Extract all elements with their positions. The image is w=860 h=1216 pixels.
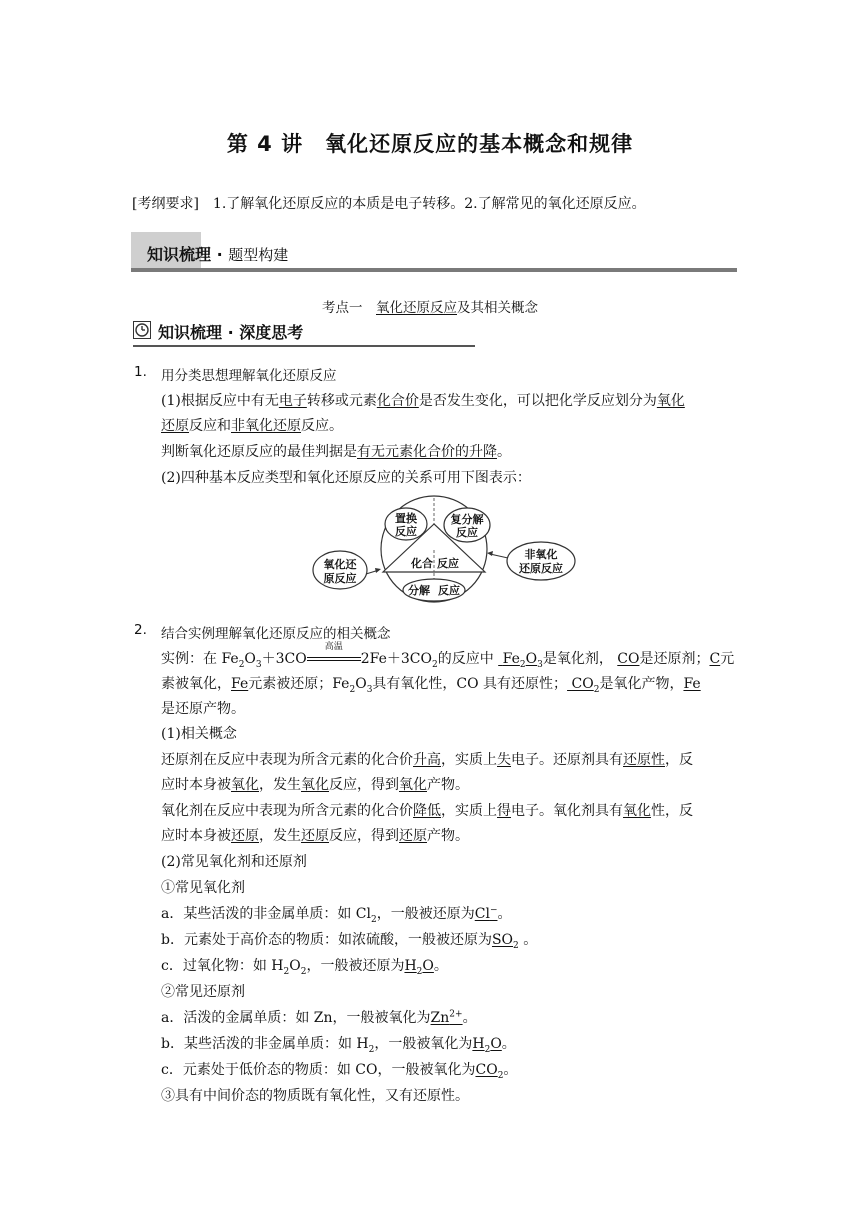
clock-icon: [133, 321, 151, 339]
non-redox-label-1: 非氧化: [524, 548, 558, 561]
band-label: 知识梳理 · 题型构建: [147, 245, 289, 264]
item1-paragraph1: (1)根据反应中有无电子转移或元素化合价是否发生变化，可以把化学反应划分为氧化: [161, 393, 685, 409]
double-decomp-label-2: 反应: [456, 526, 478, 539]
oxidizer-line-2: 应时本身被还原，发生还原反应，得到还原产物。: [161, 828, 469, 844]
example-line-2: 素被氧化，Fe元素被还原；$Fe_2O_3$具有氧化性，CO 具有还原性； $CO_2$是氧化产物，Fe: [161, 676, 701, 695]
oxidizer-item-c: c．过氧化物：如 $H_2O_2$，一般被还原为$H_2O$。: [161, 958, 448, 977]
page-title: 第 4 讲 氧化还原反应的基本概念和规律: [226, 132, 634, 156]
reducers-heading: ②常见还原剂: [161, 984, 245, 1000]
oxidizer-item-a: a．某些活泼的非金属单质：如 $Cl_2$，一般被还原为Cl−。: [161, 905, 512, 925]
oxidizer-line-1: 氧化剂在反应中表现为所含元素的化合价降低，实质上得电子。氧化剂具有氧化性，反: [161, 803, 693, 819]
subsection-header: [133, 318, 475, 348]
high-temp-equals: 高温: [307, 651, 361, 667]
band-rule: [131, 268, 737, 272]
redox-label-1: 氧化还: [323, 558, 357, 571]
reducer-line-1: 还原剂在反应中表现为所含元素的化合价升高，实质上失电子。还原剂具有还原性，反: [161, 752, 693, 768]
oxidizer-item-b: b．元素处于高价态的物质：如浓硫酸，一般被还原为$SO_2$ 。: [161, 932, 538, 951]
item1-paragraph3: (2)四种基本反应类型和氧化还原反应的关系可用下图表示：: [161, 470, 531, 486]
reducer-item-c: c．元素处于低价态的物质：如 CO，一般被氧化为$CO_2$。: [161, 1062, 518, 1081]
item1-paragraph2: 判断氧化还原反应的最佳判据是有无元素化合价的升降。: [161, 444, 511, 460]
reducer-line-2: 应时本身被氧化，发生氧化反应，得到氧化产物。: [161, 777, 469, 793]
common-agents-heading: (2)常见氧化剂和还原剂: [161, 854, 307, 870]
reducer-item-a: a．活泼的金属单质：如 Zn，一般被氧化为$Zn^{2+}$。: [161, 1009, 477, 1026]
redox-label-2: 原反应: [323, 572, 357, 585]
example-line-3: 是还原产物。: [161, 701, 245, 717]
redox-arrow-head: [375, 568, 381, 573]
displacement-label-1: 置换: [395, 512, 417, 525]
combination-label: 化合: [411, 557, 433, 570]
double-decomp-label-1: 复分解: [450, 513, 484, 526]
non-redox-arrow: [490, 554, 508, 558]
combination-reaction-label: 反应: [437, 557, 459, 570]
syllabus-requirement: [考纲要求] 1.了解氧化还原反应的本质是电子转移。2.了解常见的氧化还原反应。: [132, 196, 646, 212]
decomposition-reaction-label: 反应: [438, 584, 460, 597]
example-line-1: 实例：在 $Fe_2O_3+3CO$ 高温 $2Fe+3CO_2$的反应中 $Fe_2O_3$是氧化剂， CO是还原剂；C元: [161, 642, 735, 670]
section-band: [131, 232, 737, 272]
item1-number: 1.: [134, 364, 147, 380]
kaodian-heading: 考点一 氧化还原反应及其相关概念: [322, 300, 538, 316]
displacement-label-2: 反应: [395, 525, 417, 538]
subsection-title: 知识梳理 · 深度思考: [158, 323, 304, 342]
redox-relationship-diagram: [312, 494, 580, 606]
item1-heading: 用分类思想理解氧化还原反应: [161, 368, 337, 384]
item1-paragraph1-cont: 还原反应和非氧化还原反应。: [161, 418, 343, 434]
reducer-item-b: b．某些活泼的非金属单质：如 $H_2$，一般被氧化为$H_2O$。: [161, 1036, 516, 1055]
item2-number: 2.: [134, 622, 147, 638]
non-redox-arrow-head: [487, 551, 493, 556]
subsection-rule: [133, 345, 475, 347]
oxidizers-heading: ①常见氧化剂: [161, 880, 245, 896]
related-concepts-heading: (1)相关概念: [161, 726, 237, 742]
decomposition-label: 分解: [408, 584, 430, 597]
intermediate-valence-note: ③具有中间价态的物质既有氧化性，又有还原性。: [161, 1088, 469, 1104]
non-redox-label-2: 还原反应: [519, 562, 563, 575]
item2-heading: 结合实例理解氧化还原反应的相关概念: [161, 626, 391, 642]
